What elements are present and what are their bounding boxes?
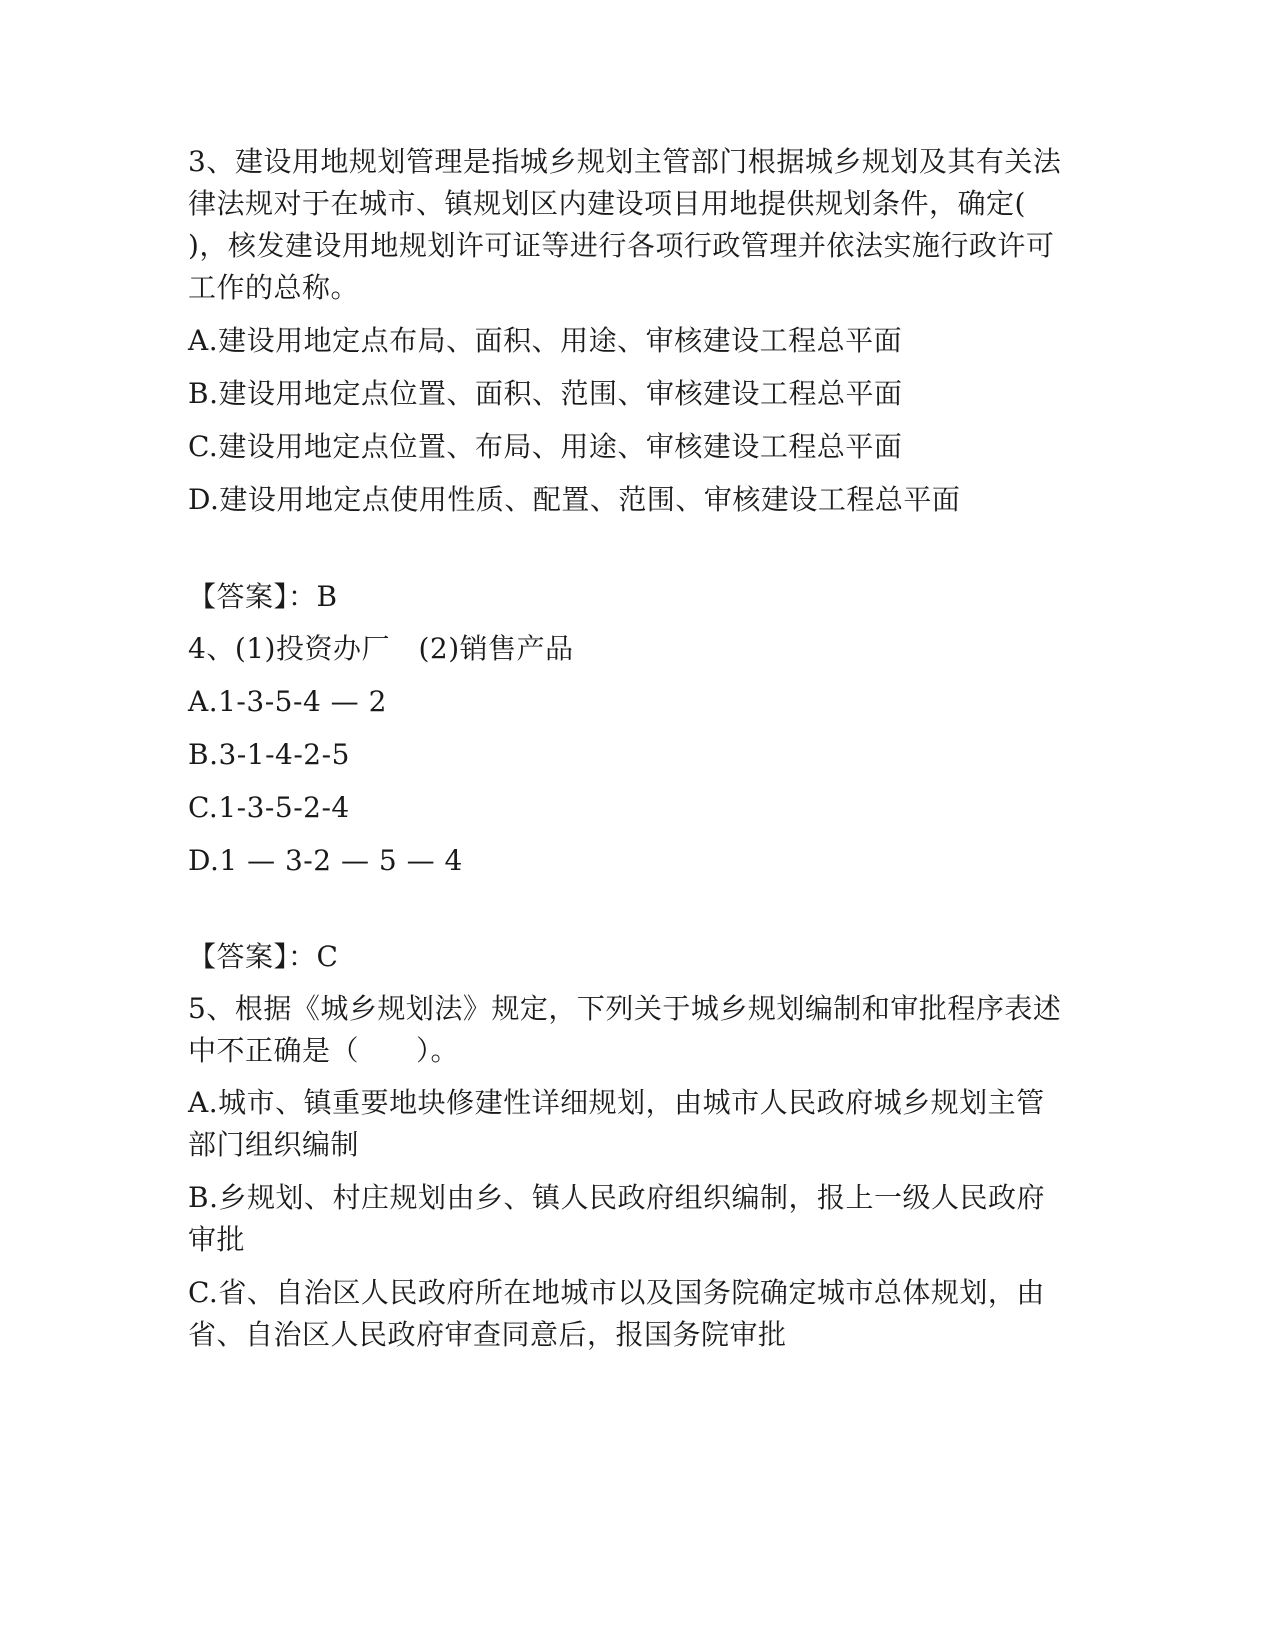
q3-stem-line-4: 工作的总称。 xyxy=(188,271,360,304)
q4-option-d: D.1 — 3-2 — 5 — 4 xyxy=(188,844,463,877)
q3-stem-line-2: 律法规对于在城市、镇规划区内建设项目用地提供规划条件，确定( xyxy=(188,187,1026,220)
q3-option-b: B.建设用地定点位置、面积、范围、审核建设工程总平面 xyxy=(188,377,903,410)
q3-option-c: C.建设用地定点位置、布局、用途、审核建设工程总平面 xyxy=(188,430,903,463)
q3-answer: 【答案】：B xyxy=(188,580,338,613)
q3-stem-line-1: 3、建设用地规划管理是指城乡规划主管部门根据城乡规划及其有关法 xyxy=(188,145,1062,178)
q4-stem: 4、(1)投资办厂 (2)销售产品 xyxy=(188,632,574,665)
q4-option-a: A.1-3-5-4 — 2 xyxy=(188,685,387,718)
q5-stem-line-1: 5、根据《城乡规划法》规定，下列关于城乡规划编制和审批程序表述 xyxy=(188,992,1062,1025)
q5-option-a-line-1: A.城市、镇重要地块修建性详细规划，由城市人民政府城乡规划主管 xyxy=(188,1086,1045,1119)
q3-option-d: D.建设用地定点使用性质、配置、范围、审核建设工程总平面 xyxy=(188,483,961,516)
q3-option-a: A.建设用地定点布局、面积、用途、审核建设工程总平面 xyxy=(188,324,903,357)
q5-option-b-line-1: B.乡规划、村庄规划由乡、镇人民政府组织编制，报上一级人民政府 xyxy=(188,1181,1045,1214)
q5-option-b-line-2: 审批 xyxy=(188,1223,246,1256)
q5-option-c-line-1: C.省、自治区人民政府所在地城市以及国务院确定城市总体规划，由 xyxy=(188,1276,1045,1309)
q4-option-c: C.1-3-5-2-4 xyxy=(188,791,350,824)
q5-option-c-line-2: 省、自治区人民政府审查同意后，报国务院审批 xyxy=(188,1318,787,1351)
q5-stem-line-2: 中不正确是（ ）。 xyxy=(188,1034,460,1067)
q4-answer: 【答案】：C xyxy=(188,940,339,973)
q3-stem-line-3: )，核发建设用地规划许可证等进行各项行政管理并依法实施行政许可 xyxy=(188,229,1055,262)
q5-option-a-line-2: 部门组织编制 xyxy=(188,1128,360,1161)
q4-option-b: B.3-1-4-2-5 xyxy=(188,738,350,771)
